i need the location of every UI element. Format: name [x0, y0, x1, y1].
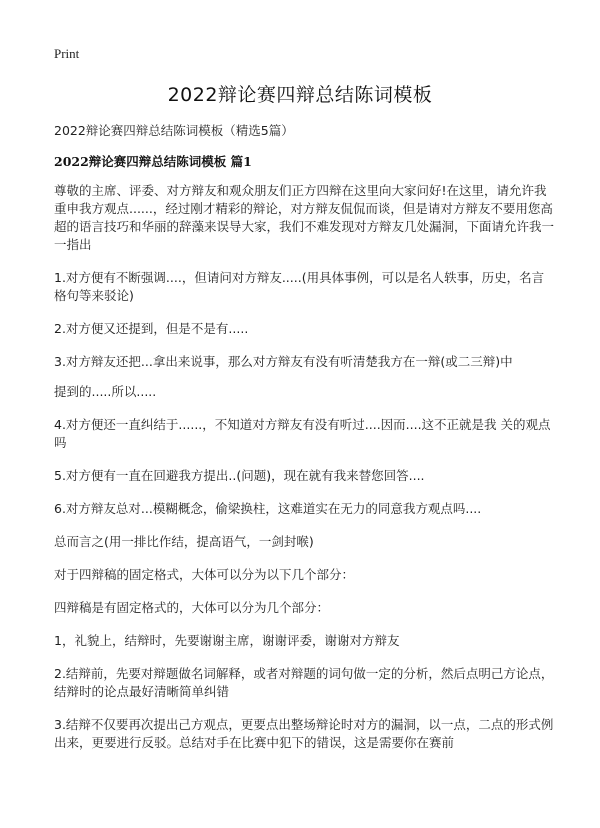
paragraph: 3.结辩不仅要再次提出己方观点，更要点出整场辩论时对方的漏洞，以一点，二点的形式例出来，更要进行反驳。总结对手在比赛中犯下的错误，这是需要你在赛前 [54, 717, 554, 750]
paragraph: 4.对方便还一直纠结于......，不知道对方辩友有没有听过....因而....这不正就是我 关的观点吗 [54, 417, 551, 450]
paragraph: 5.对方便有一直在回避我方提出..(问题)，现在就有我来替您回答.... [54, 468, 425, 483]
print-link[interactable]: Print [54, 46, 80, 61]
document-title: 2022辩论赛四辩总结陈词模板 [167, 84, 433, 106]
paragraph: 尊敬的主席、评委、对方辩友和观众朋友们正方四辩在这里向大家问好!在这里，请允许我重申我方观点......，经过刚才精彩的辩论，对方辩友侃侃而谈，但是请对方辩友不要用您高超的语言技巧和华丽的辞藻来误导大家，我们不难发现对方辩友几处漏洞，下面请允许我一一指出 [54, 183, 555, 252]
paragraph: 3.对方辩友还把...拿出来说事，那么对方辩友有没有听清楚我方在一辩(或二三辩)中 [54, 354, 513, 369]
paragraph: 对于四辩稿的固定格式，大体可以分为以下几个部分： [54, 567, 355, 582]
paragraph: 6.对方辩友总对...模糊概念，偷梁换柱，这难道实在无力的同意我方观点吗.... [54, 501, 482, 516]
paragraph: 2.对方便又还提到，但是不是有..... [54, 321, 249, 336]
paragraph: 四辩稿是有固定格式的，大体可以分为几个部分： [54, 600, 330, 615]
paragraph: 2.结辩前，先要对辩题做名词解释，或者对辩题的词句做一定的分析，然后点明己方论点，结辩时的论点最好清晰简单纠错 [54, 666, 554, 699]
paragraph: 总而言之(用一排比作结，提高语气，一剑封喉) [54, 534, 314, 549]
document-body [54, 182, 554, 767]
section-heading: 2022辩论赛四辩总结陈词模板 篇1 [54, 154, 252, 169]
paragraph: 1，礼貌上，结辩时，先要谢谢主席，谢谢评委，谢谢对方辩友 [54, 633, 400, 648]
paragraph: 提到的.....所以..... [54, 384, 157, 399]
paragraph: 1.对方便有不断强调....，但请问对方辩友.....(用具体事例，可以是名人轶事，历史，名言格句等来驳论) [54, 270, 545, 303]
document-subtitle: 2022辩论赛四辩总结陈词模板（精选5篇） [54, 123, 294, 138]
